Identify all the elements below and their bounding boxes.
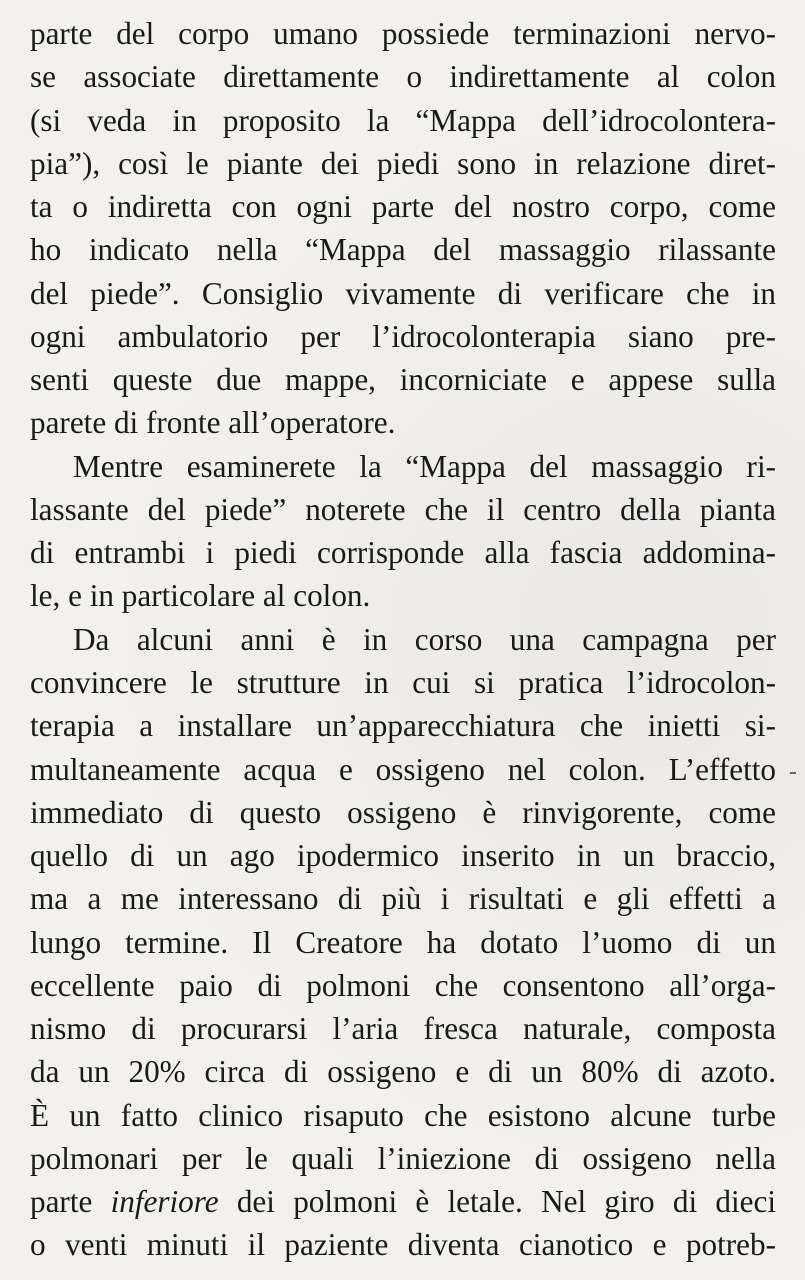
text-line: multaneamente acqua e ossigeno nel colon. L’effetto [30,751,776,787]
text-line: polmonari per le quali l’iniezione di ossigeno nella [30,1140,776,1176]
text-line: convincere le strutture in cui si pratica l’idrocolon- [30,664,776,700]
text-line: senti queste due mappe, incorniciate e appese sulla [30,362,776,398]
text-line: quello di un ago ipodermico inserito in un braccio, [30,838,776,874]
text-segment: dei polmoni è letale. Nel giro di dieci [218,1184,776,1220]
text-segment: parte [30,1184,111,1220]
text-line: del piede”. Consiglio vivamente di verificare che in [30,275,776,311]
text-line: nismo di procurarsi l’aria fresca naturale, composta [30,1011,776,1047]
italic-word: inferiore [110,1184,219,1220]
text-line: ma a me interessano di più i risultati e gli effetti a [30,881,776,917]
text-line: ogni ambulatorio per l’idrocolonterapia siano pre- [30,318,776,354]
body-text [30,12,776,1267]
text-line: da un 20% circa di ossigeno e di un 80% di azoto. [30,1054,776,1090]
text-line-with-italic [30,1180,776,1223]
text-line: lungo termine. Il Creatore ha dotato l’uomo di un [30,924,776,960]
text-line: di entrambi i piedi corrisponde alla fascia addomina- [30,535,776,571]
text-line: ho indicato nella “Mappa del massaggio rilassante [30,232,776,268]
stray-mark [790,772,796,774]
text-line: È un fatto clinico risaputo che esistono alcune turbe [30,1097,776,1133]
text-line: Da alcuni anni è in corso una campagna per [73,621,776,657]
text-line: parete di fronte all’operatore. [30,405,396,441]
text-line: lassante del piede” noterete che il centro della pianta [30,491,776,527]
text-line: pia”), così le piante dei piedi sono in relazione diret- [30,145,776,181]
text-line: eccellente paio di polmoni che consentono all’orga- [30,967,776,1003]
text-line: terapia a installare un’apparecchiatura che inietti si- [30,708,776,744]
text-line: ta o indiretta con ogni parte del nostro corpo, come [30,189,776,225]
text-line: (si veda in proposito la “Mappa dell’idrocolontera- [30,102,776,138]
text-line: parte del corpo umano possiede terminazioni nervo- [30,16,776,51]
text-line: immediato di questo ossigeno è rinvigorente, come [30,794,776,830]
text-line: Mentre esaminerete la “Mappa del massaggio ri- [73,448,776,484]
text-line: se associate direttamente o indirettamente al colon [30,59,776,95]
text-line: le, e in particolare al colon. [30,578,371,614]
text-line: o venti minuti il paziente diventa cianotico e potreb- [30,1227,776,1263]
